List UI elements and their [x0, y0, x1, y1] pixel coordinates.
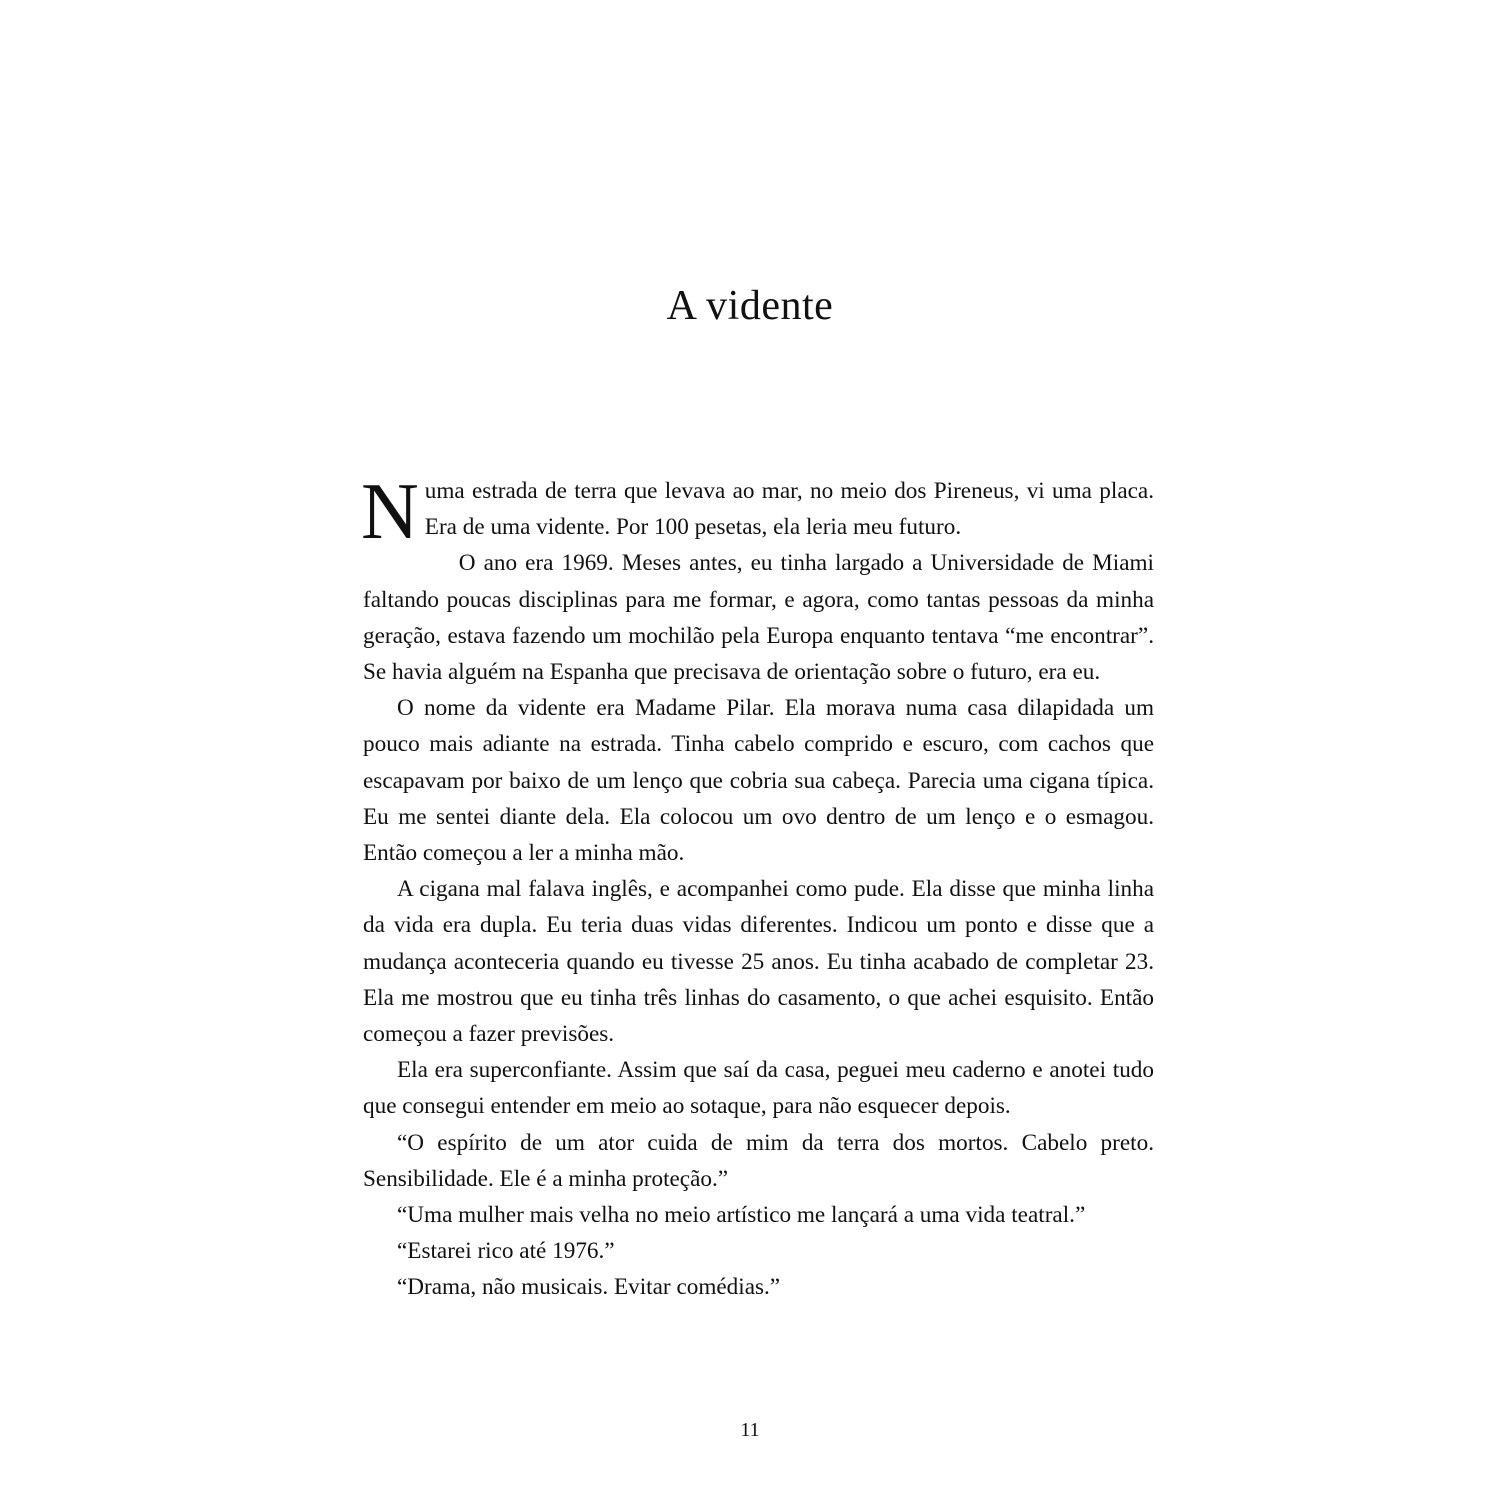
body-text — [361, 468, 1154, 1306]
chapter-title: A vidente — [666, 283, 834, 329]
paragraph-7: “Uma mulher mais velha no meio artístico me lançará a uma vida teatral.” — [397, 1202, 1086, 1229]
paragraph-8: “Estarei rico até 1976.” — [397, 1238, 615, 1265]
paragraph-6: “O espírito de um ator cuida de mim da terra dos mortos. Cabelo preto. Sensibilidade. Ele é a minha proteção.” — [363, 1129, 1154, 1192]
paragraph-5: Ela era superconfiante. Assim que saí da casa, peguei meu caderno e anotei tudo que consegui entender em meio ao sotaque, para não esquecer depois. — [363, 1057, 1154, 1120]
paragraph-9: “Drama, não musicais. Evitar comédias.” — [397, 1274, 781, 1301]
paragraph-1-text: uma estrada de terra que levava ao mar, no meio dos Pireneus, vi uma placa. Era de uma vidente. Por 100 pesetas, ela leria meu futuro. — [424, 478, 1154, 541]
paragraph-1 — [361, 468, 1154, 556]
paragraph-4: A cigana mal falava inglês, e acompanhei como pude. Ela disse que minha linha da vida era dupla. Eu teria duas vidas diferentes. Indicou um ponto e disse que a mudança aconteceria quando eu tivesse 25 anos. Eu tinha acabado de completar 23. Ela me mostrou que eu tinha três linhas do casamento, o que achei esquisito. Então começou a fazer previsões. — [363, 876, 1154, 1048]
page-number: 11 — [740, 1419, 760, 1441]
paragraph-2: O ano era 1969. Meses antes, eu tinha largado a Universidade de Miami faltando poucas disciplinas para me formar, e agora, como tantas pessoas da minha geração, estava fazendo um mochilão pela Europa enquanto tentava “me encontrar”. Se havia alguém na Espanha que precisava de orientação sobre o futuro, era eu. — [363, 550, 1154, 686]
paragraph-3: O nome da vidente era Madame Pilar. Ela morava numa casa dilapidada um pouco mais adiante na estrada. Tinha cabelo comprido e escuro, com cachos que escapavam por baixo de um lenço que cobria sua cabeça. Parecia uma cigana típica. Eu me sentei diante dela. Ela colocou um ovo dentro de um lenço e o esmagou. Então começou a ler a minha mão. — [363, 695, 1154, 867]
drop-cap: N — [361, 468, 419, 556]
